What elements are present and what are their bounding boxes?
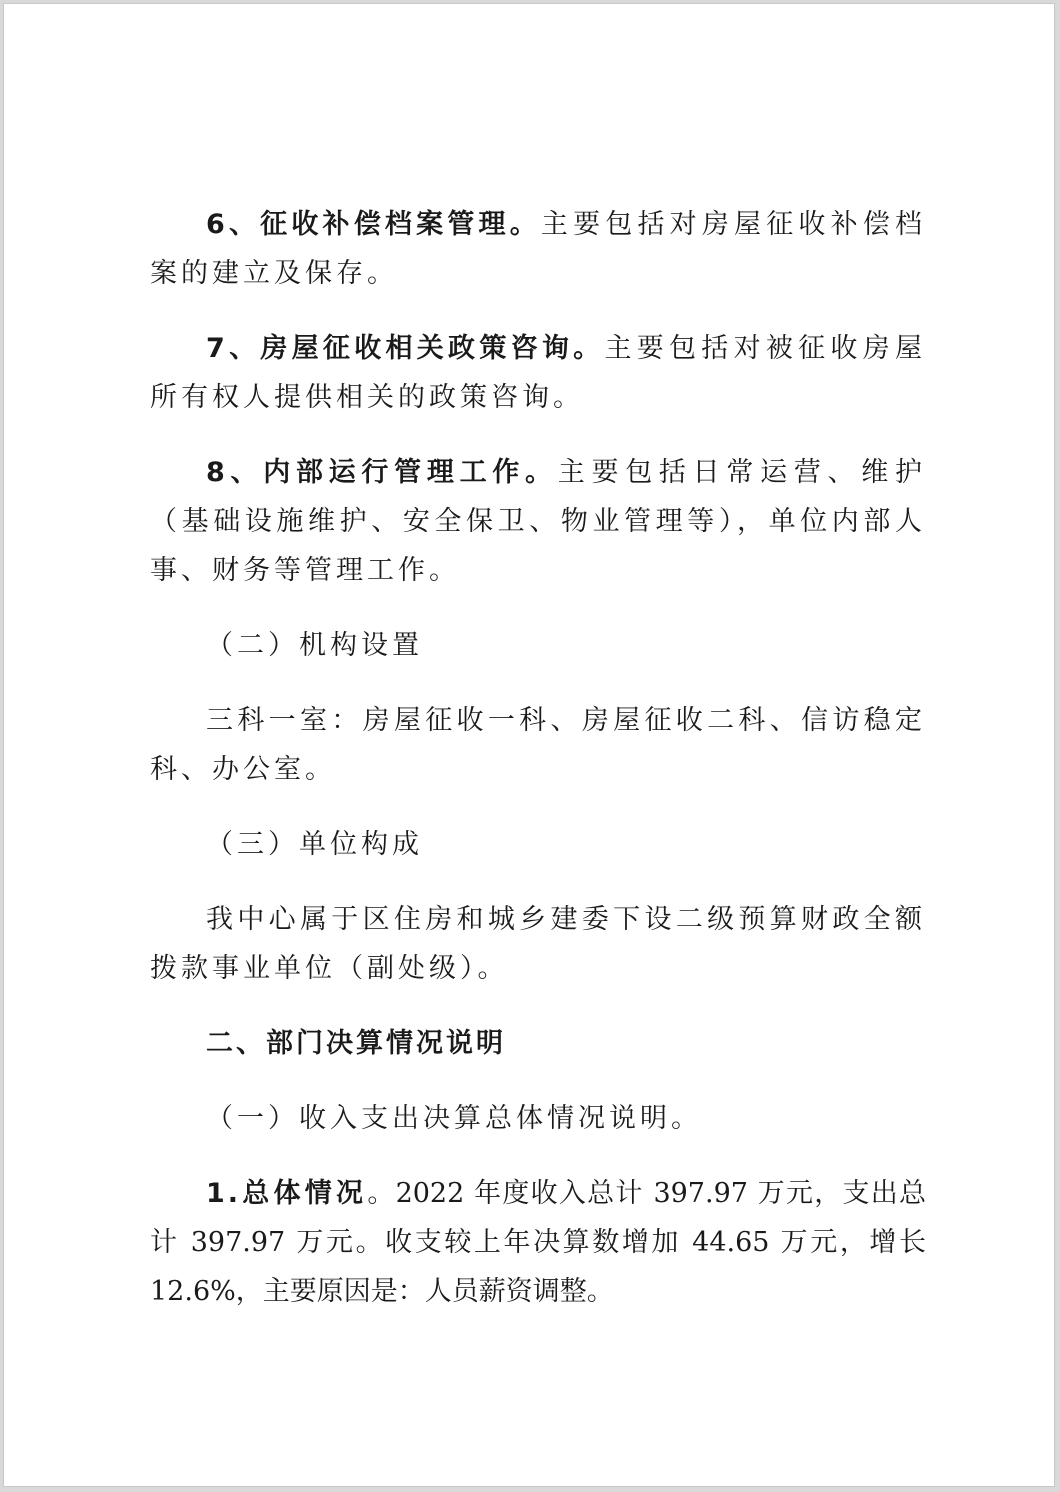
paragraph-unit-composition: 我中心属于区住房和城乡建委下设二级预算财政全额拨款事业单位（副处级）。 [150,904,926,984]
document-body [150,200,926,1316]
item-6-body: 主要包括对房屋征收补偿档案的建立及保存。 [150,209,926,289]
paragraph-overall-situation [150,1169,926,1316]
overall-body: 。2022 年度收入总计 397.97 万元，支出总计 397.97 万元。收支较上年决算数增加 44.65 万元，增长 12.6%，主要原因是：人员薪资调整。 [150,1178,927,1307]
item-8-body: 主要包括日常运营、维护（基础设施维护、安全保卫、物业管理等），单位内部人事、财务等管理工作。 [150,457,926,586]
item-7-body: 主要包括对被征收房屋所有权人提供相关的政策咨询。 [150,333,926,413]
item-8-label: 8、内部运行管理工作。 [206,457,558,488]
overall-label: 1.总体情况 [206,1178,368,1209]
item-7-label: 7、房屋征收相关政策咨询。 [206,333,605,364]
sub-heading-income-expense-overview: （一）收入支出决算总体情况说明。 [206,1103,702,1134]
part-heading-final-accounts: 二、部门决算情况说明 [206,1028,506,1059]
paragraph-organization-setup: 三科一室：房屋征收一科、房屋征收二科、信访稳定科、办公室。 [150,705,926,785]
item-6-label: 6、征收补偿档案管理。 [206,209,541,240]
section-heading-unit-composition: （三）单位构成 [206,829,423,860]
paragraph-internal-operations [150,448,926,595]
paragraph-policy-consulting [150,324,926,422]
paragraph-archive-management [150,200,926,298]
section-heading-organization: （二）机构设置 [206,630,423,661]
document-page [3,3,1055,1487]
